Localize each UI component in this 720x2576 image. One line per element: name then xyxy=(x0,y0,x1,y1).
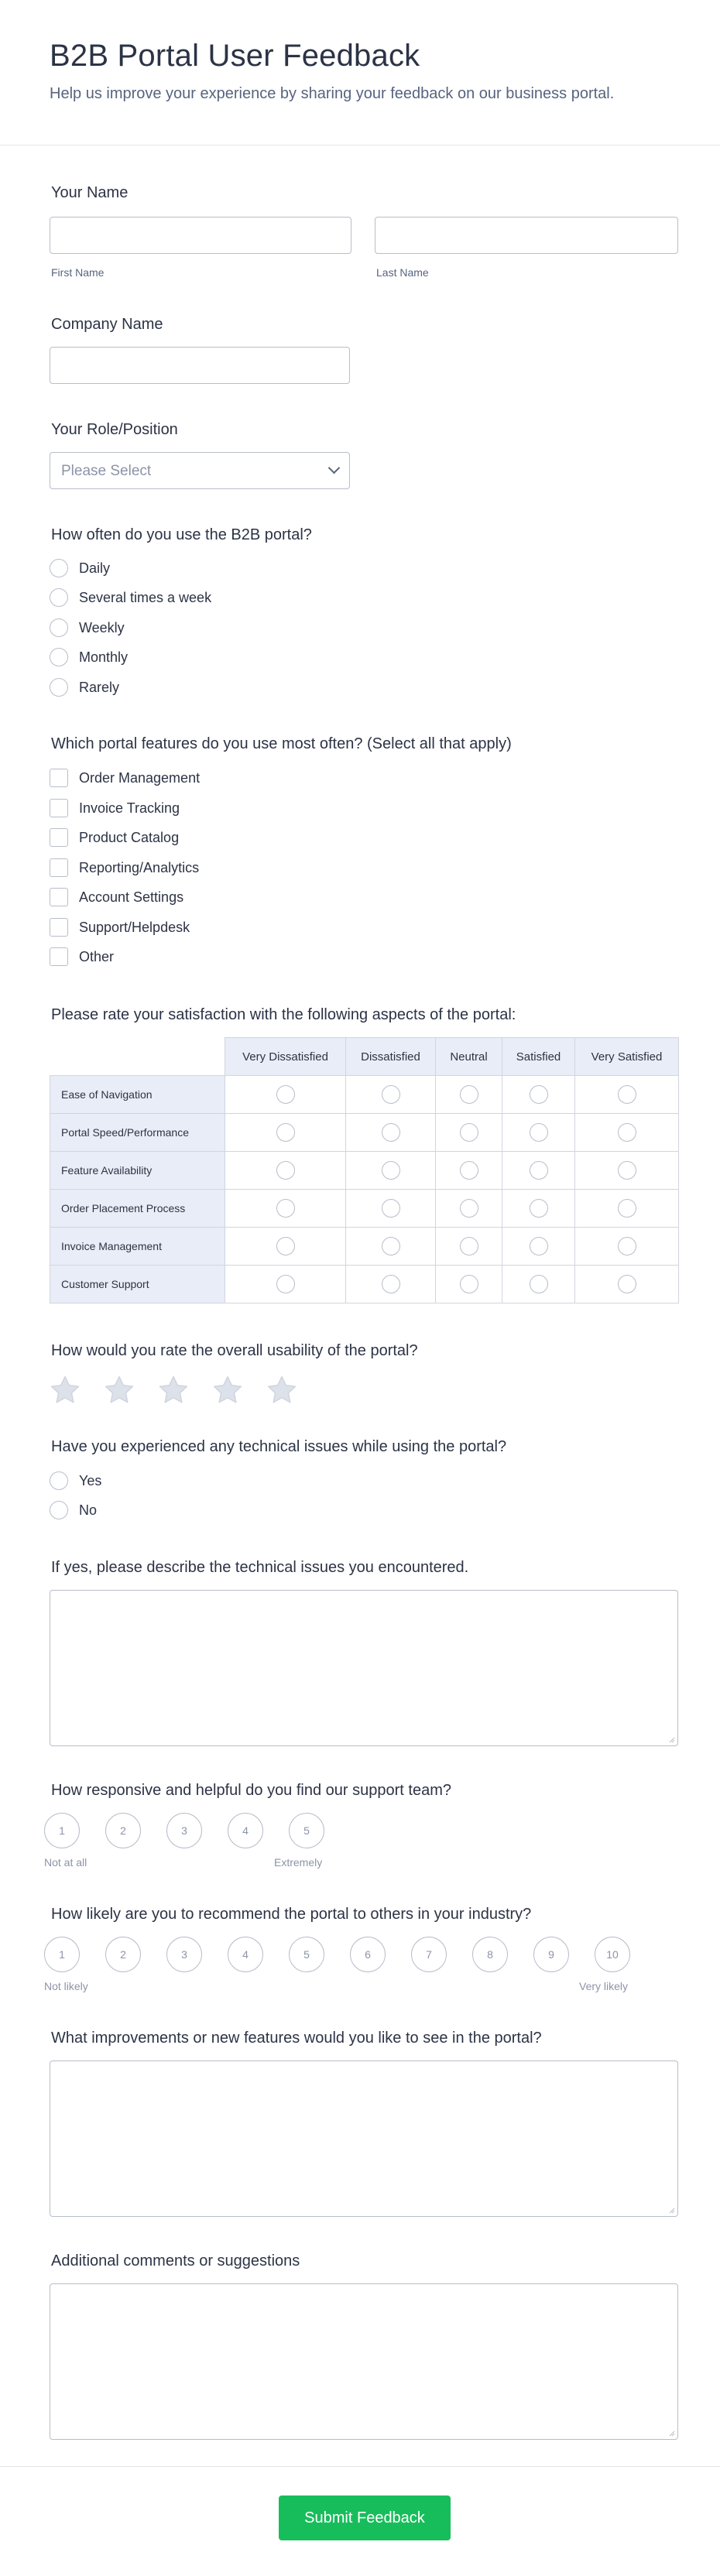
matrix-row xyxy=(50,1114,679,1152)
matrix-cell[interactable] xyxy=(346,1266,436,1303)
last-name-input[interactable] xyxy=(375,217,678,254)
radio-button[interactable] xyxy=(276,1161,295,1180)
matrix-column-header: Very Satisfied xyxy=(575,1038,679,1076)
matrix-cell[interactable] xyxy=(502,1114,575,1152)
matrix-row xyxy=(50,1076,679,1114)
feature-option[interactable] xyxy=(50,796,180,820)
issues-label: Have you experienced any technical issues while using the portal? xyxy=(51,1438,507,1455)
features-label: Which portal features do you use most often? (Select all that apply) xyxy=(51,735,512,752)
option-label: No xyxy=(79,1502,98,1518)
star-icon[interactable] xyxy=(102,1373,136,1407)
matrix-cell[interactable] xyxy=(436,1152,502,1190)
matrix-cell[interactable] xyxy=(575,1190,679,1228)
scale-option[interactable]: 5 xyxy=(289,1813,324,1848)
checkbox[interactable] xyxy=(50,828,68,847)
feature-option[interactable] xyxy=(50,916,190,939)
radio-button[interactable] xyxy=(530,1161,548,1180)
matrix-cell[interactable] xyxy=(346,1152,436,1190)
recommend-label: How likely are you to recommend the portal to others in your industry? xyxy=(51,1906,532,1923)
matrix-cell[interactable] xyxy=(575,1114,679,1152)
matrix-cell[interactable] xyxy=(225,1190,346,1228)
feature-option[interactable] xyxy=(50,886,183,909)
issues-desc-label: If yes, please describe the technical issues you encountered. xyxy=(51,1559,469,1576)
scale-option[interactable]: 1 xyxy=(44,1813,80,1848)
radio-button[interactable] xyxy=(618,1085,636,1104)
last-name-sublabel: Last Name xyxy=(376,266,429,279)
matrix-row-header: Ease of Navigation xyxy=(50,1076,225,1114)
matrix-column-header: Very Dissatisfied xyxy=(225,1038,346,1076)
scale-option[interactable]: 2 xyxy=(105,1937,141,1972)
radio-button[interactable] xyxy=(50,1471,68,1490)
usability-label: How would you rate the overall usability of the portal? xyxy=(51,1342,418,1359)
matrix-row xyxy=(50,1152,679,1190)
radio-button[interactable] xyxy=(382,1275,400,1293)
support-label: How responsive and helpful do you find our support team? xyxy=(51,1782,451,1799)
checkbox[interactable] xyxy=(50,888,68,906)
resize-grip-icon[interactable] xyxy=(667,2206,675,2214)
satisfaction-label: Please rate your satisfaction with the following aspects of the portal: xyxy=(51,1006,516,1023)
checkbox[interactable] xyxy=(50,769,68,787)
recommend-scale xyxy=(44,1937,656,1972)
scale-option[interactable]: 3 xyxy=(166,1937,202,1972)
matrix-cell[interactable] xyxy=(502,1076,575,1114)
feature-option[interactable] xyxy=(50,856,199,879)
radio-button[interactable] xyxy=(382,1085,400,1104)
matrix-cell[interactable] xyxy=(346,1114,436,1152)
option-label: Account Settings xyxy=(79,889,184,905)
role-select-placeholder: Please Select xyxy=(61,463,152,479)
resize-grip-icon[interactable] xyxy=(667,1735,675,1743)
matrix-cell[interactable] xyxy=(436,1076,502,1114)
radio-button[interactable] xyxy=(50,618,68,637)
radio-button[interactable] xyxy=(276,1275,295,1293)
scale-option[interactable]: 9 xyxy=(533,1937,569,1972)
recommend-high-label: Very likely xyxy=(579,1980,629,1992)
matrix-cell[interactable] xyxy=(575,1076,679,1114)
matrix-cell[interactable] xyxy=(225,1076,346,1114)
matrix-cell[interactable] xyxy=(346,1076,436,1114)
radio-button[interactable] xyxy=(382,1237,400,1255)
matrix-column-header: Neutral xyxy=(436,1038,502,1076)
radio-button[interactable] xyxy=(276,1237,295,1255)
resize-grip-icon[interactable] xyxy=(667,2429,675,2437)
option-label: Monthly xyxy=(79,649,129,665)
matrix-row-header: Customer Support xyxy=(50,1266,225,1303)
radio-button[interactable] xyxy=(382,1199,400,1218)
star-icon[interactable] xyxy=(265,1373,299,1407)
radio-button[interactable] xyxy=(530,1275,548,1293)
matrix-row xyxy=(50,1190,679,1228)
star-icon[interactable] xyxy=(48,1373,82,1407)
matrix-cell[interactable] xyxy=(346,1190,436,1228)
issues-option[interactable] xyxy=(50,1499,97,1522)
option-label: Rarely xyxy=(79,679,120,695)
radio-button[interactable] xyxy=(460,1161,478,1180)
radio-button[interactable] xyxy=(460,1199,478,1218)
option-label: Reporting/Analytics xyxy=(79,859,200,875)
form-title: B2B Portal User Feedback xyxy=(50,39,420,73)
name-label: Your Name xyxy=(51,184,129,201)
comments-textarea[interactable] xyxy=(50,2283,678,2440)
option-label: Invoice Tracking xyxy=(79,800,180,816)
option-label: Weekly xyxy=(79,619,125,635)
scale-option[interactable]: 8 xyxy=(472,1937,508,1972)
matrix-cell[interactable] xyxy=(502,1152,575,1190)
radio-button[interactable] xyxy=(50,678,68,697)
radio-button[interactable] xyxy=(276,1199,295,1218)
matrix-cell[interactable] xyxy=(575,1266,679,1303)
radio-button[interactable] xyxy=(50,648,68,666)
radio-button[interactable] xyxy=(460,1085,478,1104)
support-scale xyxy=(44,1813,350,1848)
radio-button[interactable] xyxy=(530,1237,548,1255)
option-label: Support/Helpdesk xyxy=(79,919,190,935)
radio-button[interactable] xyxy=(618,1161,636,1180)
matrix-column-header: Dissatisfied xyxy=(346,1038,436,1076)
option-label: Several times a week xyxy=(79,589,212,605)
comments-label: Additional comments or suggestions xyxy=(51,2252,300,2269)
feature-option[interactable] xyxy=(50,945,114,968)
matrix-cell[interactable] xyxy=(575,1228,679,1266)
radio-button[interactable] xyxy=(460,1123,478,1142)
option-label: Yes xyxy=(79,1472,102,1488)
role-label: Your Role/Position xyxy=(51,421,178,438)
star-icon[interactable] xyxy=(211,1373,245,1407)
scale-option[interactable]: 1 xyxy=(44,1937,80,1972)
checkbox[interactable] xyxy=(50,799,68,817)
chevron-down-icon xyxy=(328,462,341,474)
matrix-row-header: Portal Speed/Performance xyxy=(50,1114,225,1152)
company-name-input[interactable] xyxy=(50,347,350,384)
star-icon[interactable] xyxy=(156,1373,190,1407)
matrix-cell[interactable] xyxy=(502,1190,575,1228)
role-select[interactable] xyxy=(50,452,350,489)
frequency-option[interactable] xyxy=(50,586,211,609)
matrix-column-header: Satisfied xyxy=(502,1038,575,1076)
feature-option[interactable] xyxy=(50,766,200,790)
scale-option[interactable]: 2 xyxy=(105,1813,141,1848)
matrix-cell[interactable] xyxy=(346,1228,436,1266)
matrix-cell[interactable] xyxy=(436,1228,502,1266)
frequency-option[interactable] xyxy=(50,676,119,699)
matrix-cell[interactable] xyxy=(502,1266,575,1303)
matrix-cell[interactable] xyxy=(502,1228,575,1266)
matrix-cell[interactable] xyxy=(436,1266,502,1303)
form-subtitle: Help us improve your experience by sharing your feedback on our business portal. xyxy=(50,85,615,102)
matrix-cell[interactable] xyxy=(225,1266,346,1303)
matrix-cell[interactable] xyxy=(575,1152,679,1190)
radio-button[interactable] xyxy=(460,1275,478,1293)
matrix-corner xyxy=(50,1038,225,1076)
radio-button[interactable] xyxy=(50,588,68,607)
radio-button[interactable] xyxy=(530,1085,548,1104)
matrix-row-header: Feature Availability xyxy=(50,1152,225,1190)
checkbox[interactable] xyxy=(50,947,68,966)
option-label: Order Management xyxy=(79,769,201,786)
matrix-cell[interactable] xyxy=(225,1114,346,1152)
option-label: Daily xyxy=(79,560,111,576)
matrix-cell[interactable] xyxy=(436,1190,502,1228)
radio-button[interactable] xyxy=(50,559,68,577)
scale-option[interactable]: 4 xyxy=(228,1937,263,1972)
frequency-option[interactable] xyxy=(50,557,110,580)
matrix-cell[interactable] xyxy=(225,1228,346,1266)
issues-desc-textarea[interactable] xyxy=(50,1590,678,1746)
issues-option[interactable] xyxy=(50,1469,101,1492)
radio-button[interactable] xyxy=(618,1275,636,1293)
scale-option[interactable]: 3 xyxy=(166,1813,202,1848)
radio-button[interactable] xyxy=(618,1123,636,1142)
star-rating xyxy=(48,1373,319,1407)
radio-button[interactable] xyxy=(382,1161,400,1180)
matrix-row xyxy=(50,1228,679,1266)
radio-button[interactable] xyxy=(276,1123,295,1142)
scale-option[interactable]: 6 xyxy=(350,1937,386,1972)
matrix-cell[interactable] xyxy=(436,1114,502,1152)
radio-button[interactable] xyxy=(50,1501,68,1519)
option-label: Other xyxy=(79,948,115,964)
frequency-option[interactable] xyxy=(50,646,128,669)
support-high-label: Extremely xyxy=(274,1856,323,1869)
radio-button[interactable] xyxy=(460,1237,478,1255)
matrix-row xyxy=(50,1266,679,1303)
checkbox[interactable] xyxy=(50,858,68,877)
footer-divider xyxy=(0,2466,720,2467)
option-label: Product Catalog xyxy=(79,829,180,845)
matrix-row-header: Invoice Management xyxy=(50,1228,225,1266)
scale-option[interactable]: 4 xyxy=(228,1813,263,1848)
improvements-textarea[interactable] xyxy=(50,2060,678,2217)
recommend-low-label: Not likely xyxy=(44,1980,88,1992)
first-name-input[interactable] xyxy=(50,217,351,254)
first-name-sublabel: First Name xyxy=(51,266,105,279)
improvements-label: What improvements or new features would you like to see in the portal? xyxy=(51,2030,542,2047)
radio-button[interactable] xyxy=(530,1199,548,1218)
scale-option[interactable]: 7 xyxy=(411,1937,447,1972)
form-header xyxy=(0,0,720,146)
frequency-option[interactable] xyxy=(50,616,125,639)
matrix-row-header: Order Placement Process xyxy=(50,1190,225,1228)
matrix-cell[interactable] xyxy=(225,1152,346,1190)
frequency-label: How often do you use the B2B portal? xyxy=(51,526,312,543)
checkbox[interactable] xyxy=(50,918,68,937)
feature-option[interactable] xyxy=(50,826,179,849)
company-label: Company Name xyxy=(51,316,163,333)
radio-button[interactable] xyxy=(618,1237,636,1255)
support-low-label: Not at all xyxy=(44,1856,87,1869)
scale-option[interactable]: 10 xyxy=(595,1937,630,1972)
scale-option[interactable]: 5 xyxy=(289,1937,324,1972)
radio-button[interactable] xyxy=(382,1123,400,1142)
radio-button[interactable] xyxy=(530,1123,548,1142)
radio-button[interactable] xyxy=(618,1199,636,1218)
satisfaction-matrix xyxy=(50,1037,679,1303)
radio-button[interactable] xyxy=(276,1085,295,1104)
submit-button[interactable]: Submit Feedback xyxy=(279,2496,451,2540)
